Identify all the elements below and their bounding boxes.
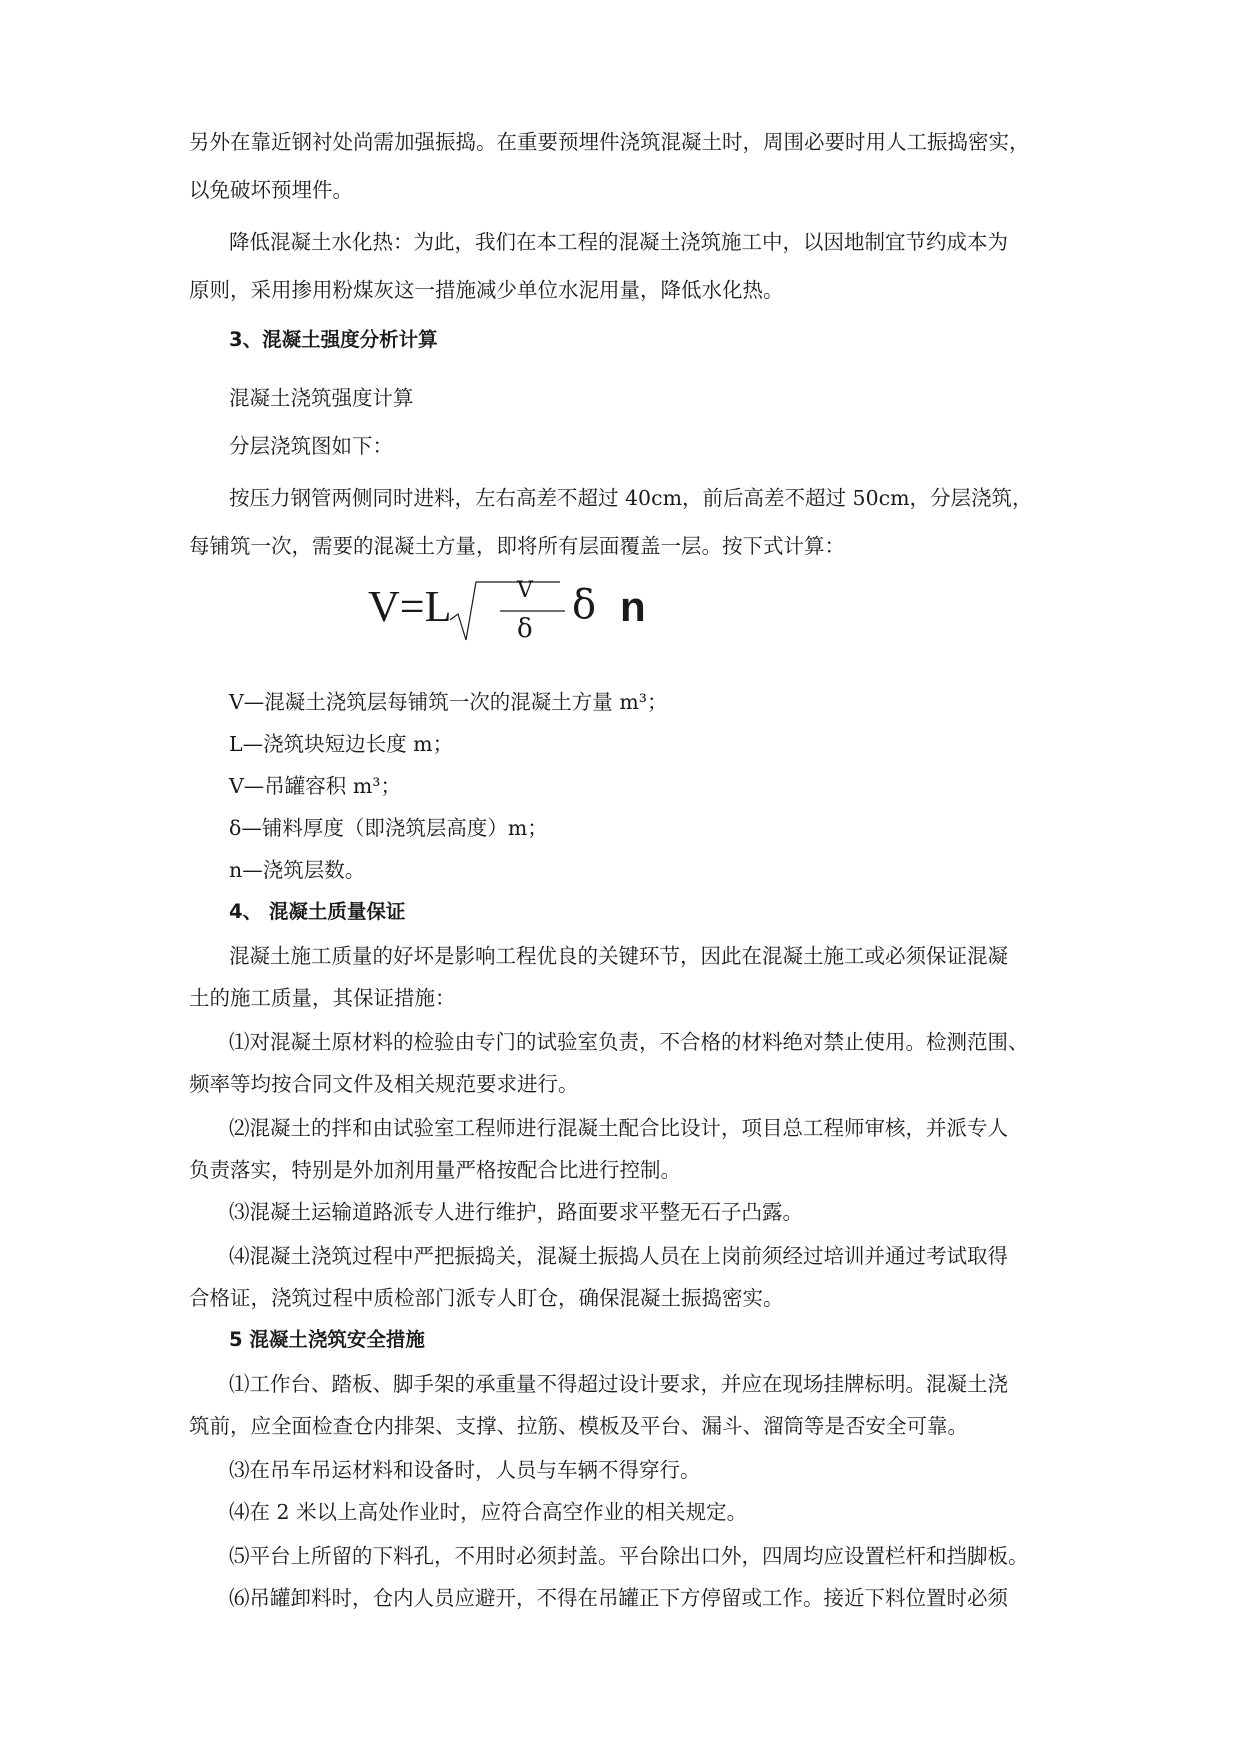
list-item: 负责落实，特别是外加剂用量严格按配合比进行控制。	[189, 1158, 681, 1182]
paragraph-line: 混凝土浇筑强度计算	[229, 386, 414, 410]
paragraph-line: 另外在靠近钢衬处尚需加强振捣。在重要预埋件浇筑混凝土时，周围必要时用人工振捣密实，	[189, 130, 1030, 154]
formula-lhs: V=L	[368, 582, 452, 631]
list-item: ⑸平台上所留的下料孔，不用时必须封盖。平台除出口外，四周均应设置栏杆和挡脚板。	[229, 1544, 1029, 1568]
list-item: ⑴对混凝土原材料的检验由专门的试验室负责，不合格的材料绝对禁止使用。检测范围、	[229, 1030, 1029, 1054]
list-item: 合格证，浇筑过程中质检部门派专人盯仓，确保混凝土振捣密实。	[189, 1286, 784, 1310]
paragraph-line: 降低混凝土水化热：为此，我们在本工程的混凝土浇筑施工中，以因地制宜节约成本为	[229, 230, 1008, 254]
section-heading-4: 4、 混凝土质量保证	[229, 900, 406, 923]
paragraph-line: 原则，采用掺用粉煤灰这一措施减少单位水泥用量，降低水化热。	[189, 278, 784, 302]
definition-item: n—浇筑层数。	[229, 858, 366, 882]
paragraph-line: 按压力钢管两侧同时进料，左右高差不超过 40cm，前后高差不超过 50cm，分层浇筑，	[229, 486, 1033, 510]
volume-formula	[360, 574, 660, 654]
paragraph-line: 每铺筑一次，需要的混凝土方量，即将所有层面覆盖一层。按下式计算：	[189, 534, 845, 558]
paragraph-line: 分层浇筑图如下：	[229, 434, 393, 458]
list-item: ⑷混凝土浇筑过程中严把振捣关，混凝土振捣人员在上岗前须经过培训并通过考试取得	[229, 1244, 1008, 1268]
paragraph-line: 混凝土施工质量的好坏是影响工程优良的关键环节，因此在混凝土施工或必须保证混凝	[229, 944, 1008, 968]
formula-denominator: δ	[517, 614, 533, 644]
list-item: 频率等均按合同文件及相关规范要求进行。	[189, 1072, 579, 1096]
definition-item: V—混凝土浇筑层每铺筑一次的混凝土方量 m³；	[229, 690, 668, 714]
formula-delta: δ	[572, 582, 597, 628]
list-item: ⑵混凝土的拌和由试验室工程师进行混凝土配合比设计，项目总工程师审核，并派专人	[229, 1116, 1008, 1140]
formula-numerator: V	[517, 578, 533, 603]
list-item: 筑前，应全面检查仓内排架、支撑、拉筋、模板及平台、漏斗、溜筒等是否安全可靠。	[189, 1414, 968, 1438]
paragraph-line: 土的施工质量，其保证措施：	[189, 986, 456, 1010]
list-item: ⑶混凝土运输道路派专人进行维护，路面要求平整无石子凸露。	[229, 1200, 803, 1224]
definition-item: δ—铺料厚度（即浇筑层高度）m；	[229, 816, 548, 840]
section-heading-3: 3、混凝土强度分析计算	[229, 328, 438, 351]
section-heading-5: 5 混凝土浇筑安全措施	[229, 1328, 425, 1351]
definition-item: L—浇筑块短边长度 m；	[229, 732, 454, 756]
paragraph-line: 以免破坏预埋件。	[189, 178, 353, 202]
formula-n: n	[620, 583, 646, 630]
list-item: ⑹吊罐卸料时，仓内人员应避开，不得在吊罐正下方停留或工作。接近下料位置时必须	[229, 1586, 1008, 1610]
list-item: ⑶在吊车吊运材料和设备时，人员与车辆不得穿行。	[229, 1458, 701, 1482]
definition-item: V—吊罐容积 m³；	[229, 774, 401, 798]
list-item: ⑷在 2 米以上高处作业时，应符合高空作业的相关规定。	[229, 1500, 748, 1524]
list-item: ⑴工作台、踏板、脚手架的承重量不得超过设计要求，并应在现场挂牌标明。混凝土浇	[229, 1372, 1008, 1396]
